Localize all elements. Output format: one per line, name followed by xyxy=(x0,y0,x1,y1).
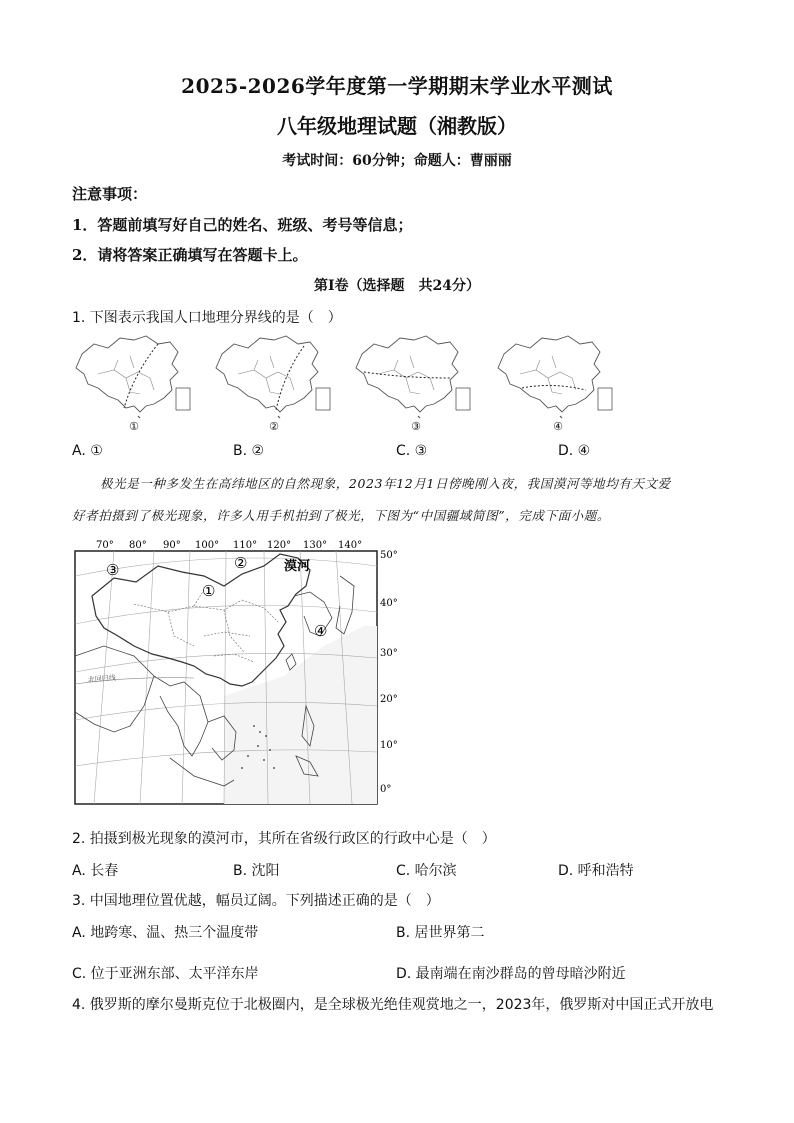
map-caption-3: ③ xyxy=(411,420,421,433)
lat-label: 0° xyxy=(380,784,392,795)
lon-label: 120° xyxy=(267,540,292,551)
marker-4: ④ xyxy=(314,622,328,640)
q2-option-b[interactable]: B. 沈阳 xyxy=(233,863,280,879)
question-4-stem: 4. 俄罗斯的摩尔曼斯克位于北极圈内，是全球极光绝佳观赏地之一，2023年，俄罗斯对中国正式开放电 xyxy=(72,997,714,1013)
question-3-stem: 3. 中国地理位置优越，幅员辽阔。下列描述正确的是（ ） xyxy=(72,893,440,909)
question-1-maps xyxy=(70,330,630,420)
lon-label: 90° xyxy=(163,540,181,551)
lat-label: 20° xyxy=(380,694,398,705)
lon-label: 80° xyxy=(129,540,147,551)
q2-option-a[interactable]: A. 长春 xyxy=(72,863,119,879)
exam-meta: 考试时间：60分钟；命题人：曹丽丽 xyxy=(282,153,512,169)
q2-option-c[interactable]: C. 哈尔滨 xyxy=(396,863,457,879)
q3-option-c[interactable]: C. 位于亚洲东部、太平洋东岸 xyxy=(72,966,259,982)
exam-title: 2025-2026学年度第一学期期末学业水平测试 xyxy=(181,74,613,98)
lon-label: 140° xyxy=(338,540,363,551)
question-2-stem: 2. 拍摄到极光现象的漠河市，其所在省级行政区的行政中心是（ ） xyxy=(72,831,496,847)
lat-label: 10° xyxy=(380,740,398,751)
passage-line-2: 好者拍摄到了极光现象，许多人用手机拍到了极光，下图为“中国疆域简图”，完成下面小题。 xyxy=(72,508,610,523)
q3-option-b[interactable]: B. 居世界第二 xyxy=(396,925,485,941)
china-map-thumbnails xyxy=(70,330,630,420)
q1-option-c[interactable]: C. ③ xyxy=(396,443,428,459)
map-caption-1: ① xyxy=(129,420,139,433)
q3-option-a[interactable]: A. 地跨寒、温、热三个温度带 xyxy=(72,925,259,941)
q3-option-d[interactable]: D. 最南端在南沙群岛的曾母暗沙附近 xyxy=(396,966,626,982)
lon-label: 130° xyxy=(303,540,328,551)
exam-subtitle: 八年级地理试题（湘教版） xyxy=(277,114,517,138)
lat-label: 30° xyxy=(380,648,398,659)
passage-line-1: 极光是一种多发生在高纬地区的自然现象，2023年12月1日傍晚刚入夜，我国漠河等地均有天文爱 xyxy=(100,476,671,491)
map-caption-2: ② xyxy=(269,420,279,433)
place-mohe: 漠河 xyxy=(284,559,311,574)
q2-option-d[interactable]: D. 呼和浩特 xyxy=(558,863,634,879)
q1-option-a[interactable]: A. ① xyxy=(72,443,103,459)
notes-item-1: 1．答题前填写好自己的姓名、班级、考号等信息； xyxy=(72,216,413,234)
marker-3: ③ xyxy=(106,561,120,579)
lon-label: 110° xyxy=(233,540,258,551)
map-caption-4: ④ xyxy=(553,420,563,433)
q1-option-b[interactable]: B. ② xyxy=(233,443,265,459)
tropic-label: 北回归线 xyxy=(87,674,117,684)
lat-label: 50° xyxy=(380,550,398,561)
section-heading: 第Ⅰ卷（选择题 共24分） xyxy=(313,278,481,294)
q1-option-d[interactable]: D. ④ xyxy=(558,443,591,459)
notes-item-2: 2．请将答案正确填写在答题卡上。 xyxy=(72,246,308,264)
lon-label: 70° xyxy=(96,540,114,551)
marker-2: ② xyxy=(234,554,248,572)
marker-1: ① xyxy=(202,582,216,600)
lat-label: 40° xyxy=(380,598,398,609)
china-territory-map xyxy=(74,536,404,808)
question-1-stem: 1. 下图表示我国人口地理分界线的是（ ） xyxy=(72,310,342,326)
notes-heading: 注意事项： xyxy=(72,185,148,203)
lon-label: 100° xyxy=(195,540,220,551)
